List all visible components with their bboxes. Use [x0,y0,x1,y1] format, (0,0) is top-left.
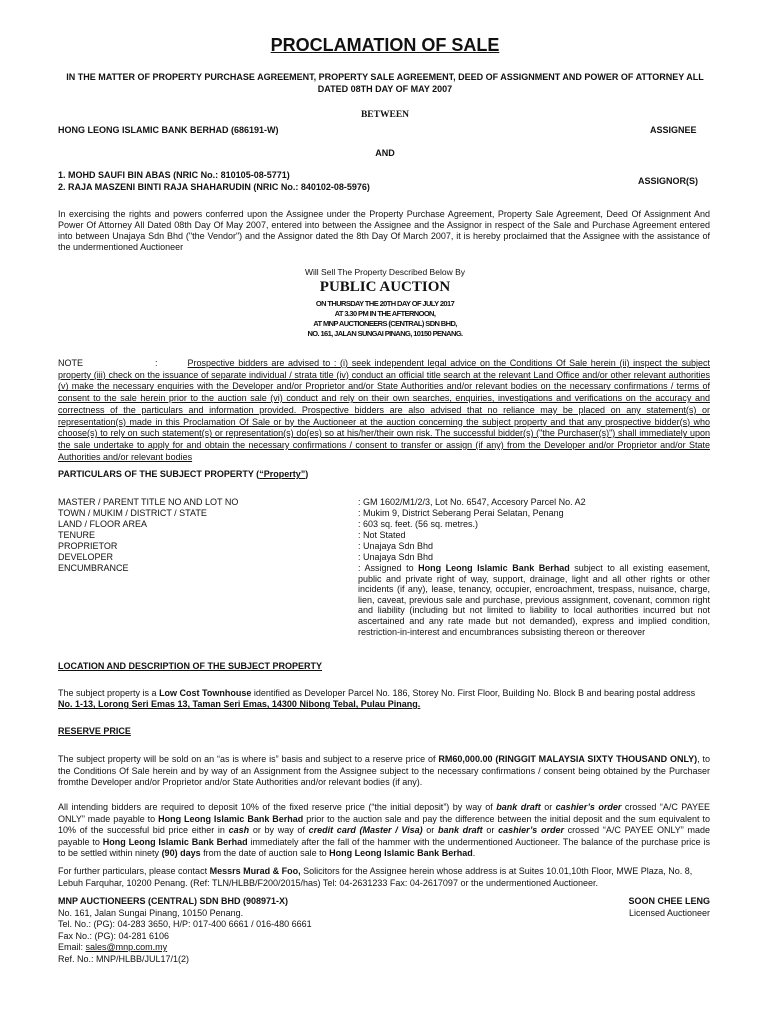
label-town: TOWN / MUKIM / DISTRICT / STATE [58,508,207,518]
assignor-1: 1. MOHD SAUFI BIN ABAS (NRIC No.: 810105-08-5771) [58,170,290,180]
reserve-heading: RESERVE PRICE [58,726,131,736]
matter-heading: IN THE MATTER OF PROPERTY PURCHASE AGREEMENT, PROPERTY SALE AGREEMENT, DEED OF ASSIGNMENT AND POWER OF ATTORNEY ALL DATED 08TH DAY OF MAY 2007 [66,72,704,94]
note-paragraph [58,358,710,463]
auction-address: NO. 161, JALAN SUNGAI PINANG, 10150 PENANG. [307,329,463,338]
label-tenure: TENURE [58,530,96,540]
reference-number: Ref. No.: MNP/HLBB/JUL17/1(2) [58,953,190,964]
auctioneer-company: MNP AUCTIONEERS (CENTRAL) SDN BHD (908971-X) [58,896,289,906]
auction-time: AT 3.30 PM IN THE AFTERNOON, [334,309,436,318]
assignee-label: ASSIGNEE [650,125,697,135]
label-encumbrance: ENCUMBRANCE [58,563,129,573]
auction-lead: Will Sell The Property Described Below By [305,267,465,277]
note-label: NOTE [58,358,84,368]
particulars-heading: PARTICULARS OF THE SUBJECT PROPERTY (“Property”) [58,469,309,479]
auctioneer-email-row: Email: sales@mnp.com.my [58,942,168,952]
public-auction-title: PUBLIC AUCTION [319,279,451,295]
auction-details [0,299,770,339]
auctioneer-tel: Tel. No.: (PG): 04-283 3650, H/P: 017-400 6661 / 016-480 6661 [58,919,312,929]
value-developer: : Unajaya Sdn Bhd [358,552,434,562]
value-proprietor: : Unajaya Sdn Bhd [358,541,434,551]
auctioneer-signature [630,896,710,919]
location-paragraph: The subject property is a Low Cost Townhouse identified as Developer Parcel No. 186, Storey No. First Floor, Building No. Block B and bearing postal address No. 1-13, Lorong Seri Emas 13, Taman Seri Emas, 14300 Nibong Tebal, Pulau Pinang. [58,688,696,709]
particulars-labels [58,497,348,574]
auctioneer-title: Licensed Auctioneer [628,907,710,918]
and-label: AND [375,148,395,158]
label-title-lot: MASTER / PARENT TITLE NO AND LOT NO [58,497,239,507]
label-proprietor: PROPRIETOR [58,541,118,551]
assignor-2: 2. RAJA MASZENI BINTI RAJA SHAHARUDIN (NRIC No.: 840102-08-5976) [58,182,370,192]
auctioneer-fax: Fax No.: (PG): 04-281 6106 [58,930,170,941]
intro-paragraph: In exercising the rights and powers conferred upon the Assignee under the Property Purchase Agreement, Property Sale Agreement, Deed Of Assignment And Power Of Attorney All Dated 08th Day Of May 2007, entered into between the Assignee and the Assignor in respect of the Sale and Purchase Agreement entered into between Unajaya Sdn Bhd ("the Vendor") and the Assignor dated the 8th Day Of March 2007, it is hereby proclaimed that the Assignee with the assistance of the undermentioned Auctioneer [58,209,710,252]
between-label: BETWEEN [360,110,410,120]
note-colon: : [155,358,158,368]
auctioneer-address: No. 161, Jalan Sungai Pinang, 10150 Penang. [58,907,244,918]
auction-date: ON THURSDAY THE 20TH DAY OF JULY 2017 [315,299,455,308]
value-title-lot: : GM 1602/M1/2/3, Lot No. 6547, Accesory Parcel No. A2 [358,497,586,507]
note-text: Prospective bidders are advised to : (i) seek independent legal advice on the Conditions Of Sale herein (ii) inspect the subject property (iii) check on the issuance of separate individual / strata title (iv) conduct an official title search at the relevant Land Office and/or other relevant authorities (v) make the necessary enquiries with the Developer and/or Proprietor and/or State Authorities and/or relevant bodies on the necessary confirmations / terms of consent to the sale herein prior to the auction sale (vi) conduct and rely on their own searches, enquiries, investigations and verifications on the accuracy and correctness of the particulars and information provided. Prospective bidders are also advised that no reliance may be placed on any statement(s) or representation(s) made in this Proclamation Of Sale or by the Auctioneer at the auction concerning the subject property and that any prospective bidder(s) who choose(s) to rely on such statement(s) or representation(s) do(es) so at his/her/their own risk. The successful bidder(s) ("the Purchaser(s)") shall immediately upon the sale undertake to apply for and obtain the necessary confirmations / consent to transfer or assign (if any) from the Developer and/or Proprietor and/or State Authorities and/or relevant bodies [58,358,710,462]
label-area: LAND / FLOOR AREA [58,519,148,529]
auction-venue: AT MNP AUCTIONEERS (CENTRAL) SDN BHD, [313,319,457,328]
assignee-name: HONG LEONG ISLAMIC BANK BERHAD (686191-W) [58,125,279,135]
reserve-paragraph: The subject property will be sold on an “as is where is” basis and subject to a reserve price of RM60,000.00 (RINGGIT MALAYSIA SIXTY THOUSAND ONLY), to the Conditions Of Sale herein and by way of an Assignment from the Assignee subject to the necessary confirmations / consent being obtained by the Purchaser fromthe Developer and/or Proprietor and/or State Authorities and/or relevant bodies (if any). [58,754,710,787]
value-tenure: : Not Stated [358,530,406,540]
auctioneer-name: SOON CHEE LENG [628,896,710,906]
value-encumbrance: : Assigned to Hong Leong Islamic Bank Berhad subject to all existing easement, public and private right of way, support, drainage, light and all other rights or other incidents (if any), lease, tenancy, occupier, encroachment, trespass, nuisance, charge, lien, caveat, previous sale and purchase, previous assignment, covenant, common right and liability (including but not limited to liability to local authorities incurred but not ascertained and any rate made but not demanded), express and implied condition, restriction-in-interest and encumbrances subsisting thereon or thereover [358,563,710,637]
label-developer: DEVELOPER [58,552,114,562]
location-heading: LOCATION AND DESCRIPTION OF THE SUBJECT PROPERTY [58,661,323,671]
page-title: PROCLAMATION OF SALE [270,35,500,55]
particulars-values [358,497,710,563]
assignor-label: ASSIGNOR(S) [638,176,699,186]
auctioneer-block [58,896,312,965]
deposit-paragraph: All intending bidders are required to deposit 10% of the fixed reserve price (“the initial deposit”) by way of bank draft or cashier’s order crossed “A/C PAYEE ONLY” made payable to Hong Leong Islamic Bank Berhad prior to the auction sale and pay the difference between the initial deposit and the sum equivalent to 10% of the successful bid price either in cash or by way of credit card (Master / Visa) or bank draft or cashier’s order crossed “A/C PAYEE ONLY” made payable to Hong Leong Islamic Bank Berhad immediately after the fall of the hammer with the undermentioned Auctioneer. The balance of the purchase price is to be settled within ninety (90) days from the date of auction sale to Hong Leong Islamic Bank Berhad. [58,802,710,858]
value-area: : 603 sq. feet. (56 sq. metres.) [358,519,479,529]
email-link[interactable]: sales@mnp.com.my [85,942,168,952]
value-town: : Mukim 9, District Seberang Perai Selatan, Penang [358,508,564,518]
further-paragraph: For further particulars, please contact Messrs Murad & Foo, Solicitors for the Assignee herein whose address is at Suites 10.01,10th Floor, MWE Plaza, No. 8, Lebuh Farquhar, 10200 Penang. (Ref: TLN/HLBB/F200/2015/has) Tel: 04-2631233 Fax: 04-2617097 or the undermentioned Auctioneer. [58,866,693,888]
